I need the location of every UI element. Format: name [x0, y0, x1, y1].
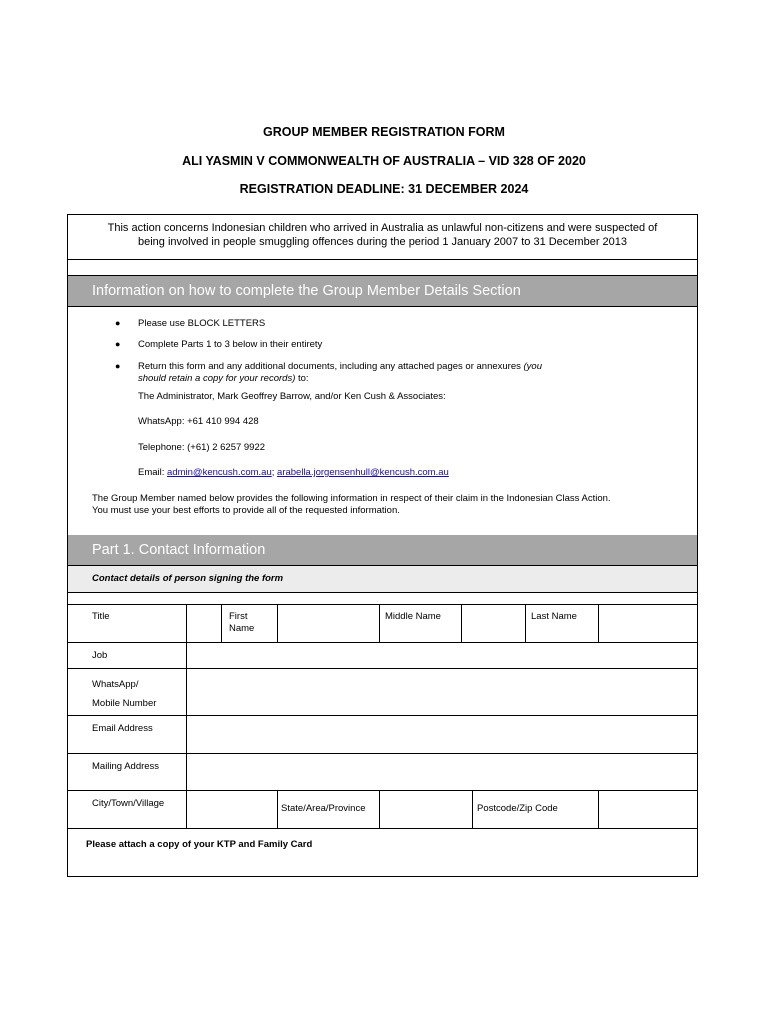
title-field[interactable]: [187, 605, 221, 642]
bullet-icon: ●: [115, 318, 121, 328]
whatsapp-mobile-label: WhatsApp/ Mobile Number: [92, 679, 157, 709]
whatsapp-contact: WhatsApp: +61 410 994 428: [138, 416, 259, 427]
part1-subtitle-bar: [68, 566, 697, 592]
last-name-label: Last Name: [531, 611, 577, 622]
bullet-icon: ●: [115, 361, 121, 371]
title-label: Title: [92, 611, 110, 622]
instruction-complete-parts: Complete Parts 1 to 3 below in their entirety: [138, 339, 323, 350]
bullet-icon: ●: [115, 339, 121, 349]
postcode-field[interactable]: [599, 791, 697, 828]
state-label: State/Area/Province: [281, 803, 366, 814]
part1-subtitle: Contact details of person signing the form: [92, 573, 284, 584]
info-section-title: Information on how to complete the Group Member Details Section: [92, 283, 521, 299]
instruction-return-form: Return this form and any additional documents, including any attached pages or annexures (you should retain a copy for your records) to:: [138, 361, 542, 384]
middle-name-label: Middle Name: [385, 611, 441, 622]
first-name-field[interactable]: [278, 605, 379, 642]
last-name-field[interactable]: [599, 605, 697, 642]
city-label: City/Town/Village: [92, 798, 165, 809]
part1-header: [68, 535, 697, 565]
postcode-label: Postcode/Zip Code: [477, 803, 558, 814]
administrator-name: The Administrator, Mark Geoffrey Barrow, and/or Ken Cush & Associates:: [138, 391, 446, 402]
email-contact: Email: admin@kencush.com.au; arabella.jorgensenhull@kencush.com.au: [138, 467, 449, 478]
email-address-field[interactable]: [187, 716, 697, 753]
email-address-label: Email Address: [92, 723, 153, 734]
part1-title: Part 1. Contact Information: [92, 542, 266, 558]
telephone-contact: Telephone: (+61) 2 6257 9922: [138, 442, 266, 453]
job-field[interactable]: [187, 643, 697, 668]
middle-name-field[interactable]: [462, 605, 525, 642]
city-field[interactable]: [187, 791, 277, 828]
email-link-arabella[interactable]: arabella.jorgensenhull@kencush.com.au: [277, 467, 449, 478]
first-name-label: First Name: [229, 611, 255, 634]
intro-line-1: This action concerns Indonesian children who arrived in Australia as unlawful non-citizens and were suspected of: [107, 222, 658, 234]
job-label: Job: [92, 650, 108, 661]
mailing-address-field[interactable]: [187, 754, 697, 790]
page-title: GROUP MEMBER REGISTRATION FORM: [263, 125, 505, 139]
instruction-block-letters: Please use BLOCK LETTERS: [138, 318, 266, 329]
whatsapp-mobile-field[interactable]: [187, 669, 697, 715]
intro-line-2: being involved in people smuggling offences during the period 1 January 2007 to 31 December 2013: [137, 236, 628, 248]
state-field[interactable]: [380, 791, 472, 828]
case-name: ALI YASMIN V COMMONWEALTH OF AUSTRALIA – VID 328 OF 2020: [182, 154, 586, 168]
attach-note: Please attach a copy of your KTP and Family Card: [86, 839, 313, 850]
email-link-admin[interactable]: admin@kencush.com.au: [167, 467, 272, 478]
form-frame: [67, 214, 698, 877]
registration-deadline: REGISTRATION DEADLINE: 31 DECEMBER 2024: [239, 182, 529, 196]
group-member-paragraph: The Group Member named below provides the following information in respect of their claim in the Indonesian Class Action. You must use your best efforts to provide all of the requested information.: [92, 493, 611, 516]
intro-text: [68, 221, 697, 249]
info-section-header: [68, 276, 697, 306]
mailing-address-label: Mailing Address: [92, 761, 160, 772]
